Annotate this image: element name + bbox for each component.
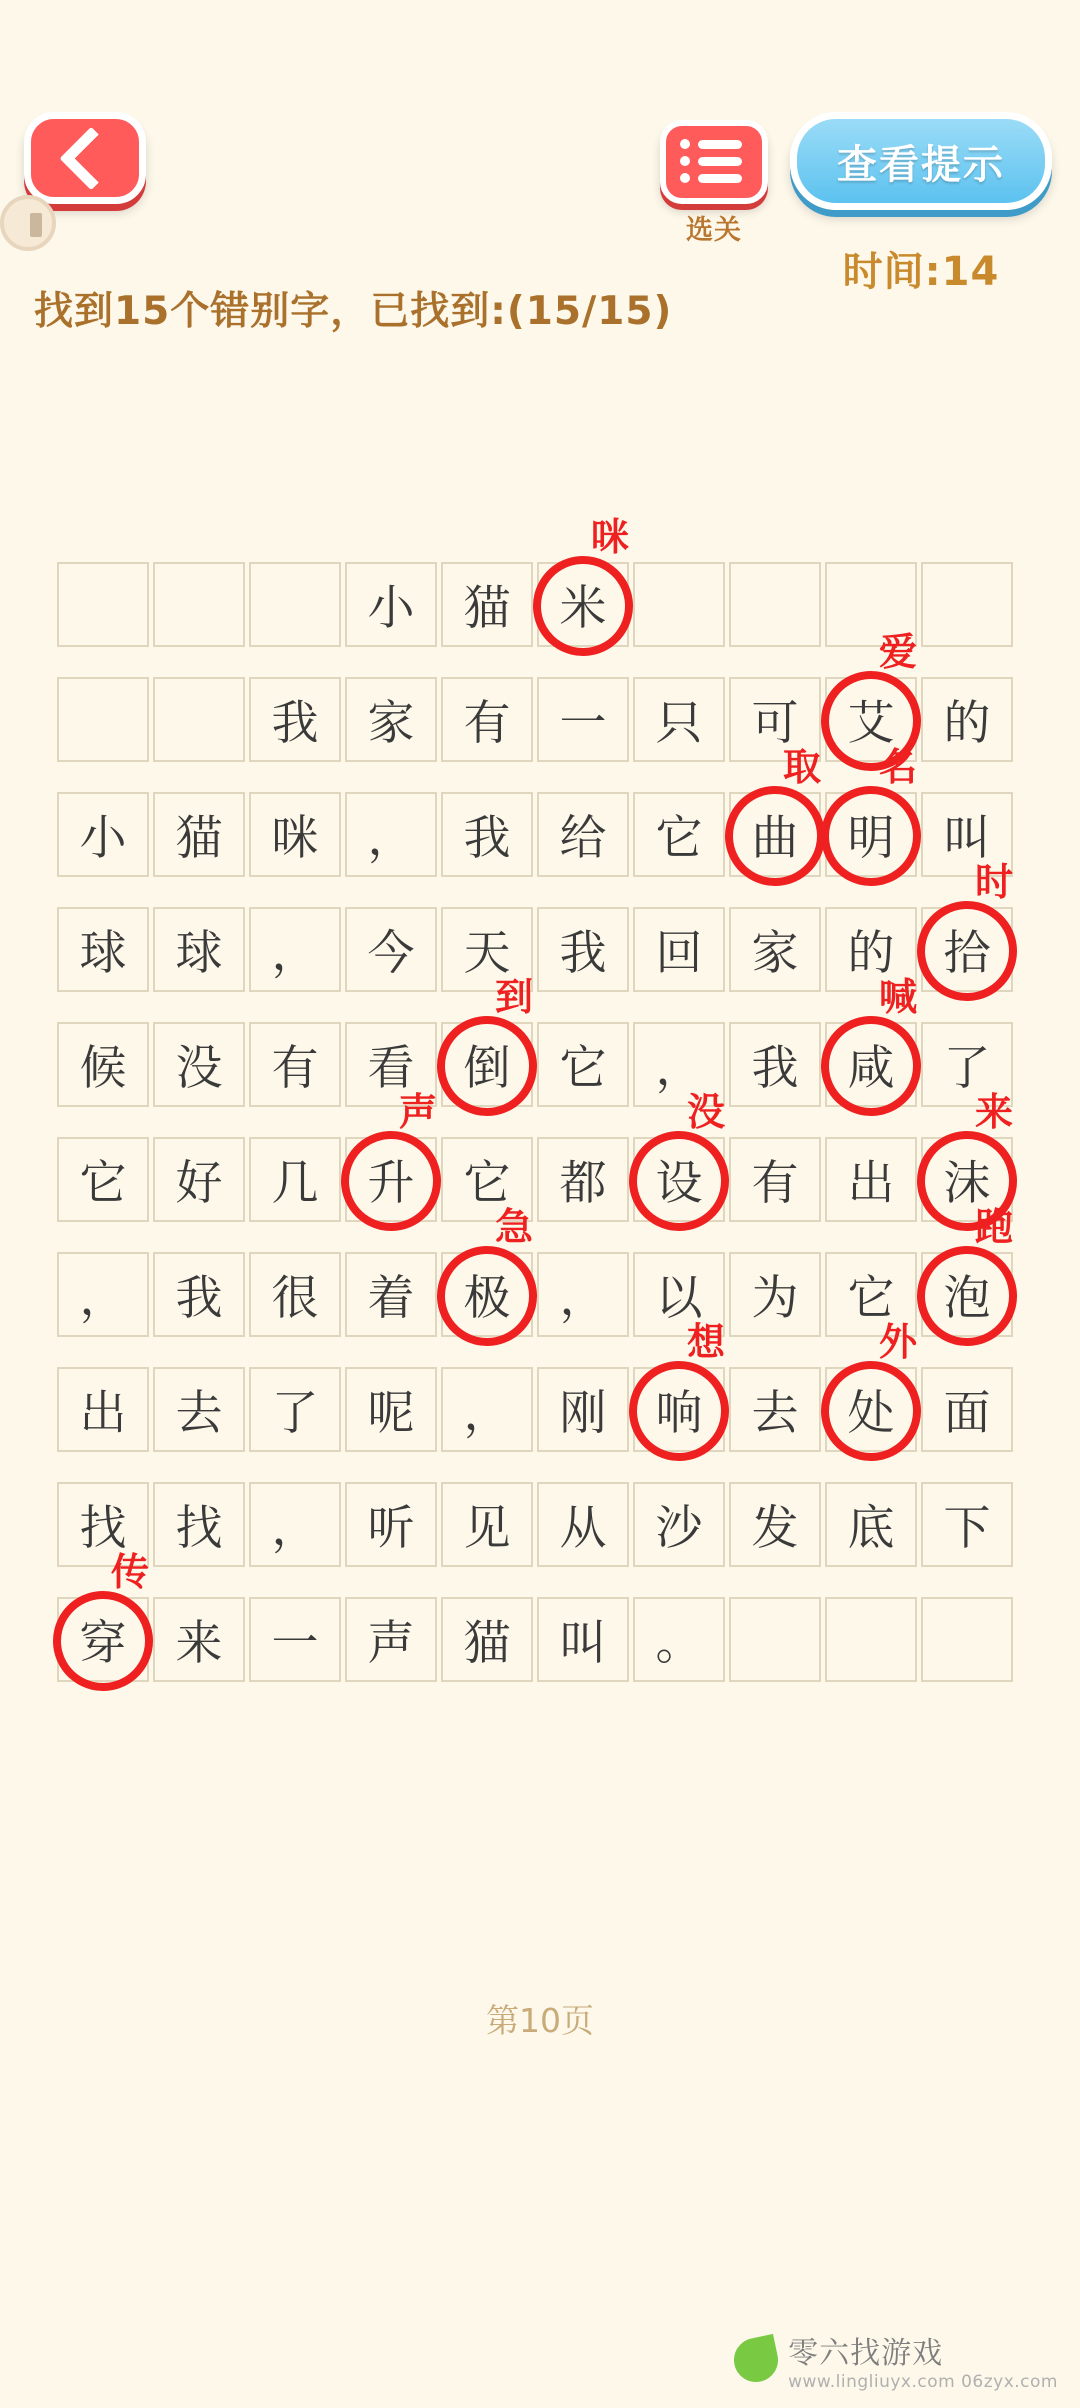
grid-cell-char: 找 xyxy=(79,1501,127,1556)
grid-cell[interactable] xyxy=(153,907,245,992)
grid-cell-wrong[interactable] xyxy=(441,1205,534,1337)
grid-cell[interactable] xyxy=(345,1482,437,1567)
grid-cell-char: 它 xyxy=(79,1156,127,1211)
grid-cell-char: 着 xyxy=(367,1271,415,1326)
grid-cell-char: 有 xyxy=(271,1041,319,1096)
grid-cell xyxy=(249,562,341,647)
grid-cell[interactable] xyxy=(57,1022,149,1107)
grid-cell-char: 小 xyxy=(79,811,127,866)
grid-cell[interactable] xyxy=(345,792,437,877)
grid-cell[interactable] xyxy=(345,562,437,647)
grid-cell-char: 为 xyxy=(751,1271,799,1326)
grid-cell xyxy=(57,562,149,647)
grid-cell-char: 面 xyxy=(943,1386,991,1441)
grid-cell-char: 去 xyxy=(175,1386,223,1441)
grid-cell-char: 曲 xyxy=(751,811,799,866)
grid-cell[interactable] xyxy=(537,1252,629,1337)
grid-cell-char: 我 xyxy=(463,811,511,866)
grid-cell xyxy=(153,677,245,762)
grid-cell-char: 几 xyxy=(271,1156,319,1211)
character-grid xyxy=(57,515,1023,1712)
grid-cell-char: 的 xyxy=(943,696,991,751)
grid-cell-char: 见 xyxy=(463,1501,511,1556)
grid-cell-char: ， xyxy=(463,1386,511,1441)
grid-cell[interactable] xyxy=(249,907,341,992)
correction-annotation: 外 xyxy=(879,1320,918,1364)
grid-cell[interactable] xyxy=(345,1367,437,1452)
grid-cell-char: 猫 xyxy=(463,581,511,636)
grid-cell xyxy=(825,1597,917,1682)
grid-row xyxy=(57,1550,1023,1682)
top-bar xyxy=(0,0,1080,334)
grid-cell[interactable] xyxy=(153,1482,245,1567)
grid-cell-char: 咪 xyxy=(271,811,319,866)
grid-cell[interactable] xyxy=(153,792,245,877)
grid-cell[interactable] xyxy=(633,792,725,877)
grid-cell-wrong[interactable] xyxy=(57,1550,150,1682)
grid-cell-char: 好 xyxy=(175,1156,223,1211)
grid-cell-char: 我 xyxy=(559,926,607,981)
hint-button[interactable] xyxy=(790,112,1052,210)
grid-cell[interactable] xyxy=(249,792,341,877)
grid-cell-char: 猫 xyxy=(463,1616,511,1671)
grid-cell[interactable] xyxy=(729,1482,821,1567)
correction-annotation: 声 xyxy=(399,1090,438,1134)
grid-cell[interactable] xyxy=(633,907,725,992)
grid-cell-char: 去 xyxy=(751,1386,799,1441)
grid-cell[interactable] xyxy=(153,1597,245,1682)
grid-cell[interactable] xyxy=(633,677,725,762)
grid-cell-char: 家 xyxy=(751,926,799,981)
grid-cell-char: 它 xyxy=(847,1271,895,1326)
grid-cell[interactable] xyxy=(153,1252,245,1337)
grid-cell[interactable] xyxy=(729,1367,821,1452)
grid-cell xyxy=(729,562,821,647)
grid-cell-char: ， xyxy=(367,811,415,866)
grid-cell[interactable] xyxy=(345,677,437,762)
correction-annotation: 到 xyxy=(495,975,534,1019)
grid-cell-wrong[interactable] xyxy=(825,1320,918,1452)
grid-cell-char: 极 xyxy=(463,1271,511,1326)
grid-cell[interactable] xyxy=(633,1597,725,1682)
grid-cell-wrong[interactable] xyxy=(825,975,918,1107)
grid-cell[interactable] xyxy=(441,562,533,647)
grid-cell[interactable] xyxy=(249,1252,341,1337)
grid-cell[interactable] xyxy=(57,1367,149,1452)
grid-cell-char: 升 xyxy=(367,1156,415,1211)
grid-cell-char: 球 xyxy=(79,926,127,981)
grid-cell[interactable] xyxy=(537,1137,629,1222)
watermark xyxy=(734,2328,1058,2392)
grid-cell-char: 听 xyxy=(367,1501,415,1556)
back-button[interactable] xyxy=(24,112,146,204)
correction-annotation: 时 xyxy=(975,860,1014,904)
grid-cell-wrong[interactable] xyxy=(345,1090,438,1222)
grid-cell-char: 我 xyxy=(751,1041,799,1096)
grid-cell[interactable] xyxy=(57,1252,149,1337)
grid-cell[interactable] xyxy=(729,1137,821,1222)
grid-cell-char: ， xyxy=(655,1041,703,1096)
grid-cell-char: 来 xyxy=(175,1616,223,1671)
grid-cell-char: 今 xyxy=(367,926,415,981)
grid-cell[interactable] xyxy=(249,1367,341,1452)
grid-row xyxy=(57,745,1023,877)
grid-cell-char: ， xyxy=(271,926,319,981)
grid-cell[interactable] xyxy=(537,1482,629,1567)
grid-cell-wrong[interactable] xyxy=(633,1320,726,1452)
grid-cell-char: 发 xyxy=(751,1501,799,1556)
grid-cell-char: 设 xyxy=(655,1156,703,1211)
grid-cell-char: 可 xyxy=(751,696,799,751)
grid-cell[interactable] xyxy=(825,1137,917,1222)
grid-cell[interactable] xyxy=(537,792,629,877)
grid-cell[interactable] xyxy=(249,1137,341,1222)
grid-cell-char: 它 xyxy=(559,1041,607,1096)
grid-cell[interactable] xyxy=(441,1482,533,1567)
correction-annotation: 爱 xyxy=(879,630,918,674)
grid-cell-char: 给 xyxy=(559,811,607,866)
grid-cell-wrong[interactable] xyxy=(537,515,630,647)
grid-row xyxy=(57,1090,1023,1222)
grid-cell-char: 叫 xyxy=(943,811,991,866)
grid-cell-char: 艾 xyxy=(847,696,895,751)
grid-cell-char: 倒 xyxy=(463,1041,511,1096)
grid-cell xyxy=(153,562,245,647)
grid-cell-char: 米 xyxy=(559,581,607,636)
grid-cell-char: 出 xyxy=(79,1386,127,1441)
grid-cell-char: 沙 xyxy=(655,1501,703,1556)
grid-cell-char: ， xyxy=(79,1271,127,1326)
grid-cell-char: 看 xyxy=(367,1041,415,1096)
grid-cell[interactable] xyxy=(153,1022,245,1107)
grid-cell[interactable] xyxy=(729,1252,821,1337)
grid-cell xyxy=(633,562,725,647)
correction-annotation: 想 xyxy=(687,1320,726,1364)
grid-row xyxy=(57,1482,1023,1567)
grid-cell[interactable] xyxy=(57,1137,149,1222)
grid-cell[interactable] xyxy=(345,1252,437,1337)
grid-cell-char: 声 xyxy=(367,1616,415,1671)
grid-row xyxy=(57,975,1023,1107)
grid-cell[interactable] xyxy=(921,1482,1013,1567)
speaker-icon xyxy=(30,213,42,237)
chevron-left-icon xyxy=(59,126,123,190)
correction-annotation: 喊 xyxy=(879,975,918,1019)
grid-cell-wrong[interactable] xyxy=(729,745,822,877)
grid-cell-char: 以 xyxy=(655,1271,703,1326)
grid-cell[interactable] xyxy=(153,1367,245,1452)
grid-cell-char: 叫 xyxy=(559,1616,607,1671)
grid-cell-char: 泡 xyxy=(943,1271,991,1326)
grid-cell-char: 家 xyxy=(367,696,415,751)
correction-annotation: 名 xyxy=(879,745,918,789)
grid-cell[interactable] xyxy=(729,1022,821,1107)
grid-cell xyxy=(921,562,1013,647)
page-label: 第10页 xyxy=(486,2001,594,2040)
correction-annotation: 来 xyxy=(975,1090,1014,1134)
correction-annotation: 跑 xyxy=(975,1205,1014,1249)
grid-row xyxy=(57,1320,1023,1452)
grid-cell-char: 下 xyxy=(943,1501,991,1556)
grid-cell-char: 我 xyxy=(175,1271,223,1326)
grid-cell[interactable] xyxy=(249,1597,341,1682)
correction-annotation: 没 xyxy=(687,1090,726,1134)
level-select-label: 选关 xyxy=(686,215,742,246)
grid-cell-char: 呢 xyxy=(367,1386,415,1441)
grid-cell-char: 响 xyxy=(655,1386,703,1441)
grid-cell-char: 的 xyxy=(847,926,895,981)
grid-cell-char: 明 xyxy=(847,811,895,866)
grid-cell-char: 了 xyxy=(271,1386,319,1441)
grid-cell-wrong[interactable] xyxy=(825,745,918,877)
grid-cell[interactable] xyxy=(57,907,149,992)
grid-cell[interactable] xyxy=(537,907,629,992)
grid-cell-char: 刚 xyxy=(559,1386,607,1441)
grid-cell[interactable] xyxy=(537,677,629,762)
grid-cell-char: 它 xyxy=(463,1156,511,1211)
grid-cell-char: 咸 xyxy=(847,1041,895,1096)
correction-annotation: 咪 xyxy=(591,515,630,559)
grid-cell xyxy=(921,1597,1013,1682)
grid-cell[interactable] xyxy=(249,677,341,762)
grid-cell-char: 我 xyxy=(271,696,319,751)
grid-cell-char: ， xyxy=(559,1271,607,1326)
grid-cell-char: 沫 xyxy=(943,1156,991,1211)
grid-cell-char: ， xyxy=(271,1501,319,1556)
grid-cell-char: 穿 xyxy=(79,1616,127,1671)
list-icon xyxy=(660,120,768,204)
correction-annotation: 传 xyxy=(111,1550,150,1594)
grid-cell[interactable] xyxy=(921,677,1013,762)
grid-cell-char: 有 xyxy=(751,1156,799,1211)
grid-cell[interactable] xyxy=(441,792,533,877)
grid-cell[interactable] xyxy=(921,1367,1013,1452)
grid-cell-char: 从 xyxy=(559,1501,607,1556)
sound-toggle-button[interactable] xyxy=(0,195,56,251)
grid-cell[interactable] xyxy=(249,1022,341,1107)
grid-cell-char: 一 xyxy=(559,696,607,751)
grid-cell-char: 天 xyxy=(463,926,511,981)
grid-cell-char: 它 xyxy=(655,811,703,866)
grid-cell-char: 一 xyxy=(271,1616,319,1671)
grid-cell-char: 候 xyxy=(79,1041,127,1096)
grid-cell[interactable] xyxy=(537,1597,629,1682)
correction-annotation: 急 xyxy=(495,1205,534,1249)
grid-cell[interactable] xyxy=(537,1022,629,1107)
grid-cell-char: 。 xyxy=(655,1616,703,1671)
grid-cell[interactable] xyxy=(729,907,821,992)
grid-cell-wrong[interactable] xyxy=(921,860,1014,992)
watermark-title: 零六找游戏 xyxy=(788,2336,944,2371)
grid-cell[interactable] xyxy=(441,677,533,762)
grid-cell-char: 没 xyxy=(175,1041,223,1096)
grid-cell[interactable] xyxy=(633,1482,725,1567)
correction-annotation: 取 xyxy=(783,745,822,789)
grid-cell-char: 拾 xyxy=(943,926,991,981)
grid-cell-char: 很 xyxy=(271,1271,319,1326)
grid-cell[interactable] xyxy=(441,1597,533,1682)
grid-cell-char: 猫 xyxy=(175,811,223,866)
grid-cell-char: 小 xyxy=(367,581,415,636)
grid-cell[interactable] xyxy=(345,907,437,992)
grid-cell-char: 只 xyxy=(655,696,703,751)
grid-cell[interactable] xyxy=(537,1367,629,1452)
grid-cell[interactable] xyxy=(57,792,149,877)
grid-cell-char: 处 xyxy=(847,1386,895,1441)
grid-cell xyxy=(729,1597,821,1682)
grid-cell-wrong[interactable] xyxy=(921,1205,1014,1337)
watermark-url: www.lingliuyx.com 06zyx.com xyxy=(788,2372,1058,2392)
hint-button-label: 查看提示 xyxy=(837,141,1005,188)
leaf-icon xyxy=(730,2334,782,2386)
grid-cell[interactable] xyxy=(345,1597,437,1682)
grid-cell[interactable] xyxy=(825,1482,917,1567)
grid-cell-char: 底 xyxy=(847,1501,895,1556)
grid-cell-wrong[interactable] xyxy=(633,1090,726,1222)
grid-cell-char: 了 xyxy=(943,1041,991,1096)
grid-cell-char: 球 xyxy=(175,926,223,981)
grid-cell[interactable] xyxy=(249,1482,341,1567)
grid-cell-char: 有 xyxy=(463,696,511,751)
grid-cell xyxy=(57,677,149,762)
grid-cell-char: 出 xyxy=(847,1156,895,1211)
timer-label: 时间:14 xyxy=(842,249,1000,295)
grid-cell[interactable] xyxy=(441,1367,533,1452)
grid-cell-wrong[interactable] xyxy=(441,975,534,1107)
level-select-button[interactable] xyxy=(660,120,768,246)
grid-cell-char: 都 xyxy=(559,1156,607,1211)
grid-cell[interactable] xyxy=(153,1137,245,1222)
grid-cell-char: 回 xyxy=(655,926,703,981)
progress-label: 找到15个错别字，已找到:(15/15) xyxy=(34,289,673,334)
grid-cell-char: 找 xyxy=(175,1501,223,1556)
